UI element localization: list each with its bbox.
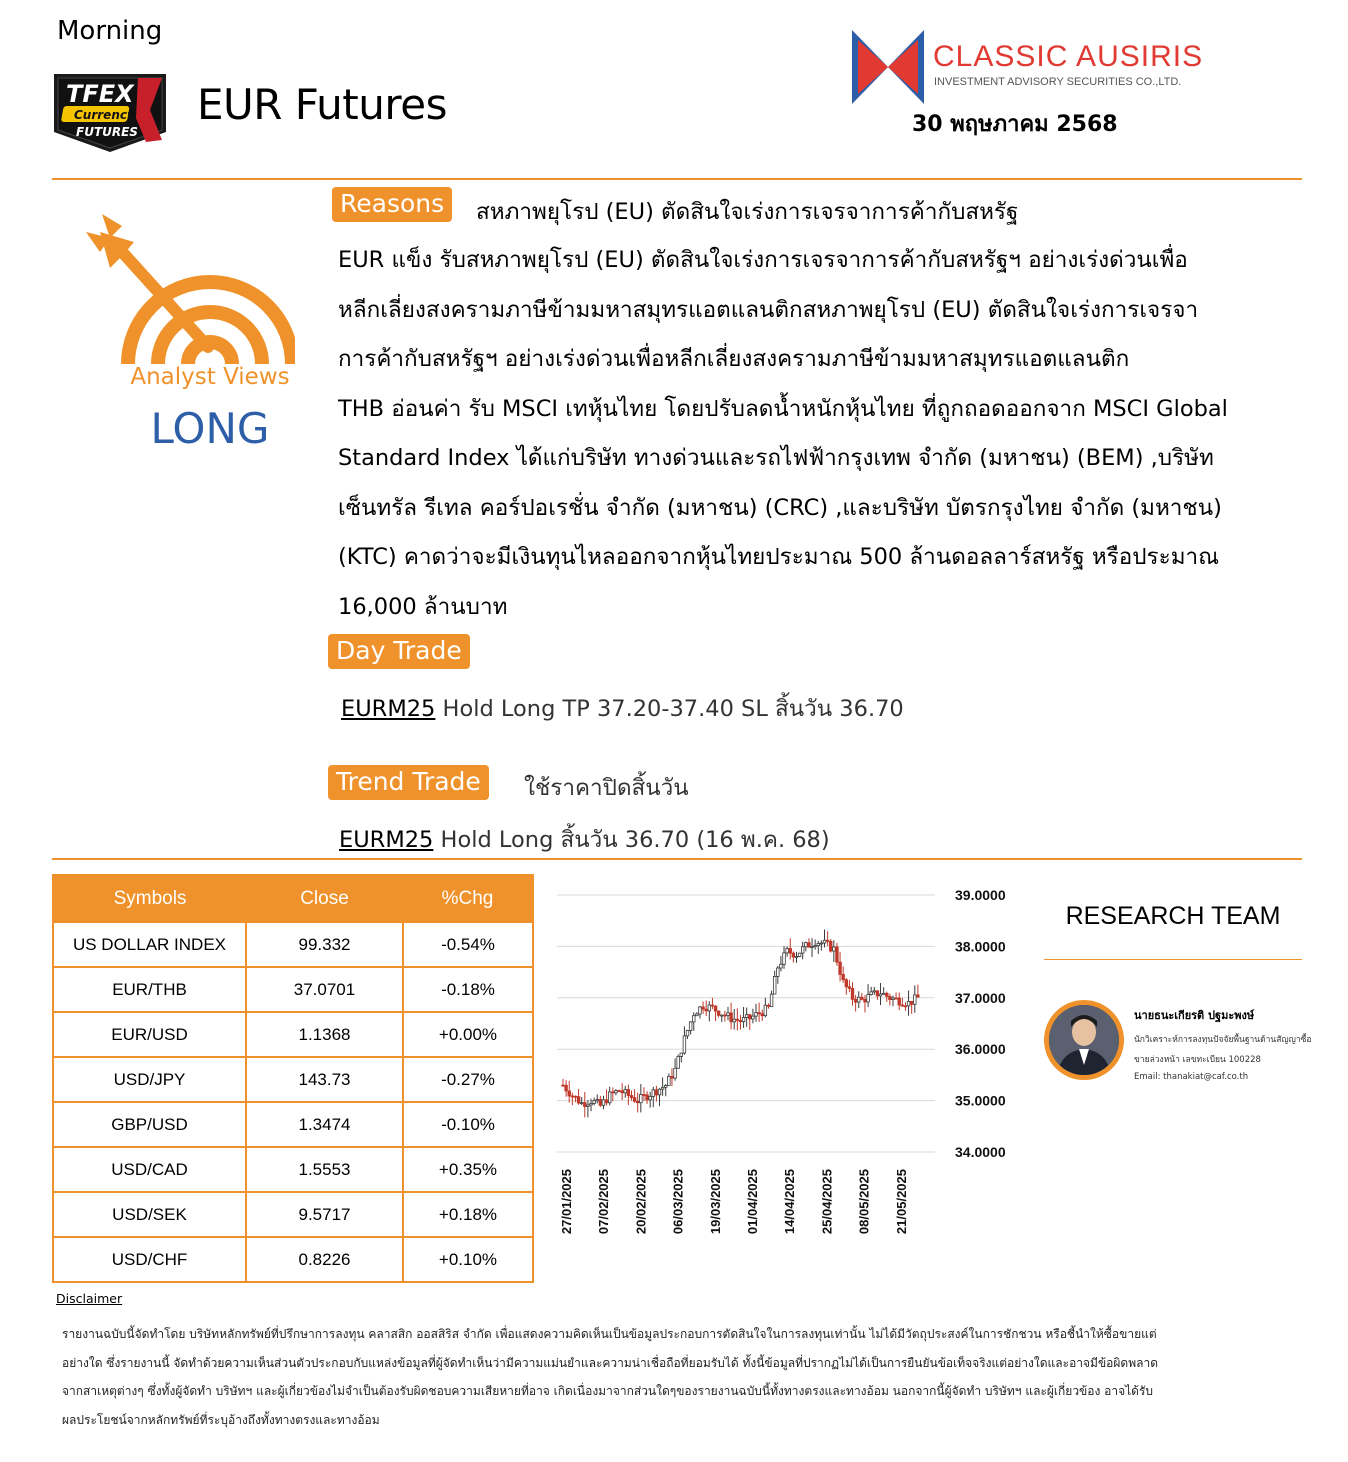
candle-body [720, 1015, 723, 1016]
candle-body [593, 1101, 596, 1104]
day-trade-text: Hold Long TP 37.20-37.40 SL สิ้นวัน 36.70 [435, 696, 904, 722]
disclaimer-line: ผลประโยชน์จากหลักทรัพย์ที่ระบุอ้างถึงทั้งทางตรงและทางอ้อม [62, 1412, 380, 1427]
candle-body [658, 1089, 661, 1095]
candle-body [646, 1095, 649, 1100]
candle-body [795, 956, 798, 957]
trend-trade-badge [328, 765, 489, 800]
chart-svg [545, 875, 1025, 1265]
candle-body [630, 1095, 633, 1097]
candle-body [895, 998, 898, 999]
candle-body [805, 943, 808, 947]
table-row [53, 1237, 533, 1282]
candle-body [777, 968, 780, 976]
cell-close: 143.73 [246, 1057, 403, 1102]
cell-close: 99.332 [246, 922, 403, 967]
cell-change: +0.00% [403, 1012, 533, 1057]
reasons-headline: สหภาพยุโรป (EU) ตัดสินใจเร่งการเจรจาการค้ากับสหรัฐ [476, 199, 1019, 225]
futures-text: FUTURES [76, 125, 138, 139]
candle-body [901, 1005, 904, 1006]
reasons-line: Standard Index ได้แก่บริษัท ทางด่วนและรถไฟฟ้ากรุงเทพ จำกัด (มหาชน) (BEM) ,บริษัท [338, 445, 1214, 471]
y-tick-label: 38.0000 [955, 938, 1006, 955]
candle-body [680, 1053, 683, 1056]
x-tick-label: 07/02/2025 [596, 1169, 612, 1235]
y-tick-label: 39.0000 [955, 887, 1006, 903]
trend-trade-recommendation [339, 821, 830, 857]
reasons-line: 16,000 ล้านบาท [338, 593, 508, 620]
candle-body [708, 1005, 711, 1011]
table-row [53, 1192, 533, 1237]
y-tick-label: 37.0000 [955, 989, 1006, 1006]
candle-body [590, 1103, 593, 1104]
candle-body [683, 1036, 686, 1053]
candle-body [612, 1092, 615, 1093]
col-symbols: Symbols [53, 875, 246, 922]
cell-change: -0.54% [403, 922, 533, 967]
candle-body [792, 953, 795, 957]
company-subtitle: INVESTMENT ADVISORY SECURITIES CO.,LTD. [934, 76, 1182, 88]
report-title: EUR Futures [197, 80, 447, 129]
candle-body [562, 1085, 565, 1086]
candle-body [889, 996, 892, 999]
candle-body [913, 995, 916, 1004]
candle-body [599, 1100, 602, 1106]
candle-body [748, 1015, 751, 1019]
candle-body [736, 1019, 739, 1020]
disclaimer-line: จากสาเหตุต่างๆ ซึ่งทั้งผู้จัดทำ บริษัทฯ และผู้เกี่ยวข้องไม่จำเป็นต้องรับผิดชอบความเสียหายที่อาจ เกิดเนื่องมาจากส่วนใดๆของรายงานฉบับนี้ทั้งทางตรงและทางอ้อม นอกจากนี้ผู้จัดทำ บริษัทฯ และผู้เกี่ยวข้อง อาจได้รับ [62, 1384, 1154, 1398]
trend-trade-text: Hold Long สิ้นวัน 36.70 (16 พ.ค. 68) [433, 827, 830, 853]
candle-body [879, 994, 882, 996]
y-tick-label: 34.0000 [955, 1144, 1006, 1160]
tfex-currency-futures-logo [50, 70, 170, 154]
candle-body [907, 1001, 910, 1006]
currency-text: Currency [74, 108, 135, 122]
candle-body [808, 943, 811, 948]
candle-body [820, 943, 823, 944]
candle-body [627, 1090, 630, 1096]
candle-body [733, 1019, 736, 1022]
candle-body [773, 976, 776, 994]
candle-body [917, 995, 920, 997]
cell-close: 1.3474 [246, 1102, 403, 1147]
trend-trade-symbol: EURM25 [339, 827, 434, 853]
reasons-line: EUR แข็ง รับสหภาพยุโรป (EU) ตัดสินใจเร่งการเจรจาการค้ากับสหรัฐฯ อย่างเร่งด่วนเพื่อ [338, 247, 1188, 273]
candle-body [823, 940, 826, 943]
cell-symbol: GBP/USD [53, 1102, 246, 1147]
candle-body [739, 1020, 742, 1021]
candle-body [814, 946, 817, 947]
candle-body [714, 1006, 717, 1011]
report-date: 30 พฤษภาคม 2568 [912, 112, 1118, 137]
table-row [53, 922, 533, 967]
candle-body [854, 999, 857, 1002]
cell-symbol: USD/CAD [53, 1147, 246, 1192]
candle-body [565, 1085, 568, 1091]
candle-body [786, 948, 789, 952]
candle-body [621, 1091, 624, 1093]
candle-body [696, 1014, 699, 1016]
candle-body [845, 980, 848, 987]
candle-body [677, 1056, 680, 1068]
analyst-views-label: Analyst Views [130, 364, 290, 390]
table-row [53, 1102, 533, 1147]
x-tick-label: 08/05/2025 [856, 1169, 872, 1235]
candle-body [652, 1090, 655, 1097]
analyst-name: นายธนะเกียรติ ปฐมะพงษ์ [1134, 1009, 1255, 1022]
day-trade-badge [328, 634, 470, 669]
candle-body [745, 1015, 748, 1018]
candle-body [580, 1103, 583, 1104]
target-arrow-icon [80, 212, 295, 372]
candle-body [605, 1100, 608, 1103]
candle-body [755, 1013, 758, 1017]
candle-body [711, 1005, 714, 1006]
analyst-email: Email: thanakiat@caf.co.th [1134, 1072, 1249, 1082]
candle-body [764, 1005, 767, 1015]
x-tick-label: 06/03/2025 [670, 1169, 686, 1235]
cell-close: 1.5553 [246, 1147, 403, 1192]
candle-body [568, 1091, 571, 1096]
candle-body [780, 964, 783, 968]
cell-change: -0.18% [403, 967, 533, 1012]
candle-body [702, 1007, 705, 1009]
candle-body [767, 1005, 770, 1006]
cell-close: 37.0701 [246, 967, 403, 1012]
candle-body [898, 998, 901, 1005]
candle-body [661, 1087, 664, 1089]
research-team-title: RESEARCH TEAM [1065, 902, 1281, 930]
candle-body [752, 1016, 755, 1019]
table-row [53, 1057, 533, 1102]
research-divider [1044, 959, 1302, 960]
reasons-body [338, 236, 1298, 632]
candle-body [811, 946, 814, 947]
candle-body [789, 948, 792, 953]
table-row [53, 1147, 533, 1192]
candle-body [801, 947, 804, 953]
candle-body [636, 1101, 639, 1102]
candle-body [587, 1105, 590, 1107]
candle-body [724, 1015, 727, 1016]
candle-body [643, 1095, 646, 1096]
candle-body [892, 998, 895, 1000]
candle-body [577, 1097, 580, 1103]
reasons-line: (KTC) คาดว่าจะมีเงินทุนไหลออกจากหุ้นไทยประมาณ 500 ล้านดอลลาร์สหรัฐ หรือประมาณ [338, 544, 1220, 570]
candle-body [882, 993, 885, 994]
candle-body [783, 953, 786, 964]
candle-body [674, 1068, 677, 1078]
candle-body [848, 987, 851, 989]
candle-body [873, 991, 876, 992]
candle-body [904, 1006, 907, 1007]
y-tick-label: 36.0000 [955, 1041, 1006, 1058]
candle-body [717, 1011, 720, 1015]
candle-body [876, 991, 879, 996]
candle-body [574, 1096, 577, 1097]
candle-body [624, 1090, 627, 1093]
analyst-license: ขายล่วงหน้า เลขทะเบียน 100228 [1134, 1055, 1261, 1065]
company-name: CLASSIC AUSIRIS [933, 40, 1204, 73]
cell-symbol: USD/SEK [53, 1192, 246, 1237]
candle-body [649, 1096, 652, 1099]
candle-body [671, 1076, 674, 1078]
cell-change: +0.18% [403, 1192, 533, 1237]
day-trade-label: Day Trade [328, 634, 470, 669]
candle-body [857, 997, 860, 1002]
candle-body [839, 962, 842, 974]
candle-body [851, 988, 854, 999]
day-trade-recommendation [341, 690, 904, 726]
candle-body [730, 1013, 733, 1022]
day-trade-symbol: EURM25 [341, 696, 436, 722]
candle-body [758, 1013, 761, 1014]
x-tick-label: 27/01/2025 [559, 1169, 574, 1235]
candle-body [829, 941, 832, 951]
disclaimer-line: รายงานฉบับนี้จัดทำโดย บริษัทหลักทรัพย์ที่ปรึกษาการลงทุน คลาสสิก ออสสิริส จำกัด เพื่อแสดงความคิดเห็นเป็นข้อมูลประกอบการตัดสินใจในการลงทุนเท่านั้น ไม่ได้มีวัตถุประสงค์ในการชักชวน หรือชี้นำให้ซื้อขายแต่ [62, 1327, 1157, 1341]
x-tick-label: 25/04/2025 [819, 1169, 835, 1235]
reasons-badge [332, 187, 452, 222]
candle-body [699, 1007, 702, 1014]
divider-middle [52, 858, 1302, 860]
x-tick-label: 01/04/2025 [745, 1169, 760, 1235]
y-tick-label: 35.0000 [955, 1092, 1006, 1109]
reasons-label: Reasons [332, 187, 452, 222]
analyst-photo [1049, 1005, 1119, 1075]
divider-top [52, 178, 1302, 180]
disclaimer-body [62, 1320, 1302, 1434]
reasons-line: เซ็นทรัล รีเทล คอร์ปอเรชั่น จำกัด (มหาชน) (CRC) ,และบริษัท บัตรกรุงไทย จำกัด (มหาชน) [338, 494, 1222, 521]
cell-symbol: USD/CHF [53, 1237, 246, 1282]
reasons-line: THB อ่อนค่า รับ MSCI เทหุ้นไทย โดยปรับลดน้ำหนักหุ้นไทย ที่ถูกถอดออกจาก MSCI Global [338, 395, 1228, 422]
cell-symbol: USD/JPY [53, 1057, 246, 1102]
candle-body [618, 1091, 621, 1092]
candle-body [668, 1076, 671, 1085]
reasons-line: การค้ากับสหรัฐฯ อย่างเร่งด่วนเพื่อหลีกเลี่ยงสงครามภาษีข้ามมหาสมุทรแอตแลนติก [338, 346, 1130, 372]
candle-body [633, 1098, 636, 1102]
candle-body [571, 1096, 574, 1097]
report-session-label: Morning [57, 16, 163, 46]
candle-body [842, 974, 845, 979]
analyst-role: นักวิเคราะห์การลงทุนปัจจัยพื้นฐานด้านสัญญาซื้อ [1134, 1035, 1312, 1045]
candle-body [770, 994, 773, 1006]
eurthb-price-chart [545, 875, 1025, 1265]
candle-body [583, 1103, 586, 1107]
trend-trade-label: Trend Trade [328, 765, 489, 800]
candle-body [861, 997, 864, 999]
candle-body [596, 1100, 599, 1101]
candle-body [742, 1017, 745, 1021]
candle-body [817, 944, 820, 946]
table-row [53, 967, 533, 1012]
cell-change: -0.10% [403, 1102, 533, 1147]
cell-close: 0.8226 [246, 1237, 403, 1282]
cell-close: 9.5717 [246, 1192, 403, 1237]
position-long: LONG [150, 404, 270, 453]
candle-body [885, 993, 888, 996]
candle-body [727, 1013, 730, 1016]
candle-body [615, 1091, 618, 1093]
col-change: %Chg [403, 875, 533, 922]
cell-change: +0.10% [403, 1237, 533, 1282]
cell-symbol: EUR/THB [53, 967, 246, 1012]
tfex-text: TFEX [66, 80, 134, 108]
candle-body [833, 947, 836, 951]
market-quotes-table [52, 874, 534, 1283]
candle-body [640, 1095, 643, 1103]
classic-ausiris-logo-icon [852, 30, 924, 104]
disclaimer-title: Disclaimer [56, 1291, 123, 1306]
candle-body [870, 992, 873, 995]
candle-body [655, 1090, 658, 1095]
candle-body [686, 1030, 689, 1035]
candle-body [692, 1016, 695, 1022]
candle-body [602, 1100, 605, 1106]
reasons-line: หลีกเลี่ยงสงครามภาษีข้ามมหาสมุทรแอตแลนติกสหภาพยุโรป (EU) ตัดสินใจเร่งการเจรจา [338, 296, 1199, 323]
candle-body [689, 1022, 692, 1031]
cell-change: -0.27% [403, 1057, 533, 1102]
cell-change: +0.35% [403, 1147, 533, 1192]
x-tick-label: 21/05/2025 [893, 1169, 909, 1235]
x-tick-label: 20/02/2025 [633, 1169, 649, 1235]
candle-body [761, 1014, 764, 1016]
cell-close: 1.1368 [246, 1012, 403, 1057]
table-row [53, 1012, 533, 1057]
candle-body [910, 1001, 913, 1004]
candle-body [664, 1085, 667, 1087]
candle-body [867, 995, 870, 1002]
candle-body [705, 1009, 708, 1011]
disclaimer-line: อย่างใด ซึ่งรายงานนี้ จัดทำด้วยความเห็นส่วนตัวประกอบกับแหล่งข้อมูลที่ผู้จัดทำเห็นว่ามีความแม่นยำและความน่าเชื่อถือที่ยอมรับได้ ทั้งนี้ข้อมูลที่ปรากฏไม่ได้เป็นการยืนยันข้อเท็จจริงแต่อย่างใดและอาจมีข้อผิดพลาด [62, 1355, 1158, 1370]
candle-body [826, 940, 829, 941]
cell-symbol: EUR/USD [53, 1012, 246, 1057]
candle-body [608, 1092, 611, 1103]
candle-body [798, 953, 801, 956]
col-close: Close [246, 875, 403, 922]
cell-symbol: US DOLLAR INDEX [53, 922, 246, 967]
x-tick-label: 14/04/2025 [782, 1169, 798, 1235]
candle-body [836, 947, 839, 962]
table-header-row [53, 875, 533, 922]
candle-body [864, 999, 867, 1002]
trend-trade-note: ใช้ราคาปิดสิ้นวัน [524, 775, 689, 801]
x-tick-label: 19/03/2025 [707, 1169, 723, 1235]
